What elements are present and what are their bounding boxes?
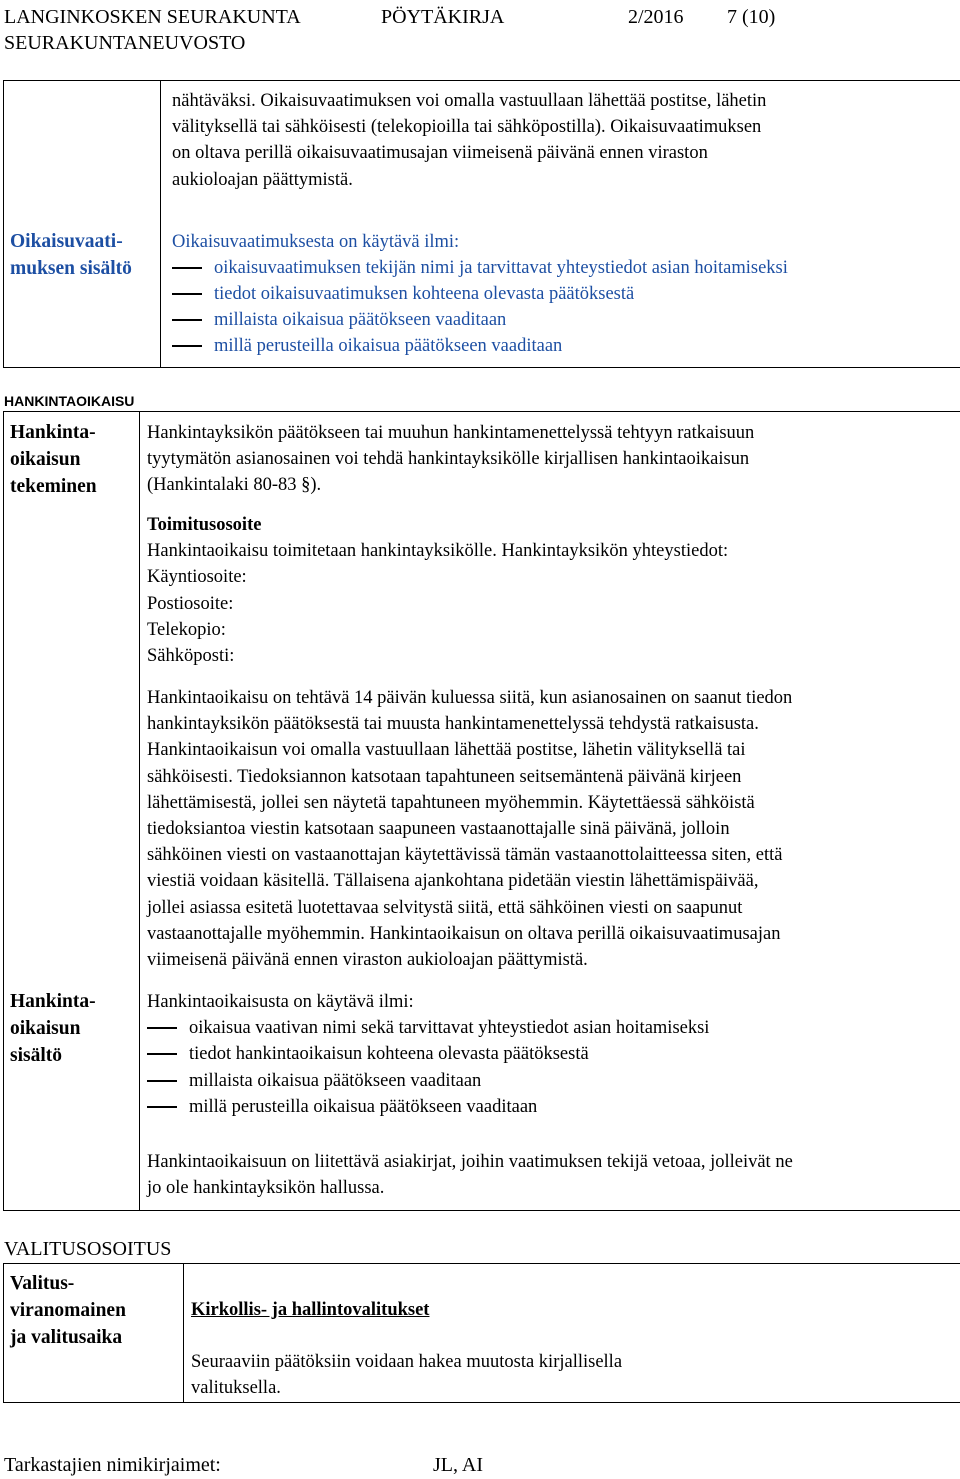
label-line: Hankinta-	[10, 422, 96, 443]
text-line: lähettämisestä, jollei sen näytetä tapahtuneen myöhemmin. Käytettäessä sähköistä	[147, 792, 755, 813]
text-line: (Hankintalaki 80-83 §).	[147, 475, 322, 496]
footer-initials-label: Tarkastajien nimikirjaimet:	[4, 1454, 221, 1476]
text-line: Seuraaviin päätöksiin voidaan hakea muutosta kirjallisella	[191, 1352, 623, 1372]
dash-icon	[172, 293, 202, 294]
dash-icon	[172, 267, 202, 268]
dash-icon	[172, 345, 202, 346]
list-item-text: oikaisua vaativan nimi sekä tarvittavat yhteystiedot asian hoitamiseksi	[189, 1018, 710, 1038]
dash-icon	[147, 1080, 177, 1081]
dash-icon	[147, 1053, 177, 1054]
list-item-text: oikaisuvaatimuksen tekijän nimi ja tarvittavat yhteystiedot asian hoitamiseksi	[214, 258, 788, 278]
valitus-subtitle: Kirkollis- ja hallintovalitukset	[191, 1300, 430, 1320]
text-line: jollei asiassa esitetä luotettavaa selvitystä siitä, että sähköinen viesti on saapunut	[147, 897, 743, 918]
text-line: Postiosoite:	[147, 593, 234, 614]
text-line: vastaanottajalle myöhemmin. Hankintaoikaisun on oltava perillä oikaisuvaatimusajan	[147, 923, 781, 944]
list-item-text: tiedot oikaisuvaatimuksen kohteena olevasta päätöksestä	[214, 284, 635, 304]
dash-icon	[147, 1027, 177, 1028]
oikaisu-content-intro: Oikaisuvaatimuksesta on käytävä ilmi:	[172, 232, 460, 252]
oikaisu-content-label	[10, 228, 132, 282]
list-item-text: millä perusteilla oikaisua päätökseen vaaditaan	[189, 1097, 538, 1117]
text-line: Käyntiosoite:	[147, 567, 247, 588]
text-line: välityksellä tai sähköisesti (telekopioilla tai sähköpostilla). Oikaisuvaatimuksen	[172, 117, 762, 138]
oikaisu-divider	[160, 80, 161, 368]
text-line: Hankintaoikaisuun on liitettävä asiakirjat, joihin vaatimuksen tekijä vetoaa, jolleivät ne	[147, 1152, 793, 1172]
text-line: on oltava perillä oikaisuvaatimusajan viimeisenä päivänä ennen viraston	[172, 143, 708, 164]
valitus-text	[191, 1349, 951, 1401]
text-line: sähköisesti. Tiedoksiannon katsotaan tapahtuneen seitsemäntenä päivänä kirjeen	[147, 766, 742, 787]
dash-icon	[172, 319, 202, 320]
text-line: viimeisenä päivänä ennen viraston aukioloajan päättymistä.	[147, 950, 588, 971]
header-doc-type: PÖYTÄKIRJA	[381, 6, 505, 28]
label-line: oikaisun	[10, 1018, 81, 1039]
oikaisu-continuation	[172, 88, 952, 193]
label-line: sisältö	[10, 1045, 63, 1066]
hankinta-attachments-text	[147, 1149, 953, 1201]
list-item	[172, 307, 506, 333]
text-line: jo ole hankintayksikön hallussa.	[147, 1178, 385, 1199]
label-line: Oikaisuvaati-	[10, 231, 123, 252]
section-title-valitus: VALITUSOSOITUS	[4, 1238, 172, 1260]
text-line: valituksella.	[191, 1378, 281, 1399]
address-title: Toimitusosoite	[147, 515, 262, 535]
text-line: Hankintaoikaisun voi omalla vastuullaan lähettää postitse, lähetin välityksellä tai	[147, 740, 746, 761]
header-doc-number: 2/2016	[628, 6, 684, 28]
text-line: Telekopio:	[147, 619, 226, 640]
list-item-text: tiedot hankintaoikaisun kohteena olevasta päätöksestä	[189, 1044, 589, 1064]
text-line: tiedoksiantoa viestin katsotaan saapuneen vastaanottajalle sinä päivänä, jolloin	[147, 819, 730, 840]
label-line: oikaisun	[10, 449, 81, 470]
list-item	[147, 1094, 537, 1120]
label-line: ja valitusaika	[10, 1327, 123, 1348]
list-item-text: millaista oikaisua päätökseen vaaditaan	[189, 1071, 482, 1091]
footer-initials: JL, AI	[433, 1454, 483, 1476]
text-line: tyytymätön asianosainen voi tehdä hankintayksikölle kirjallisen hankintaoikaisun	[147, 449, 750, 470]
dash-icon	[147, 1106, 177, 1107]
list-item	[147, 1068, 481, 1094]
text-line: hankintayksikön päätöksestä tai muusta hankintamenettelyssä tehdystä ratkaisusta.	[147, 714, 759, 735]
valitus-label	[10, 1270, 126, 1351]
hankinta-making-label	[10, 419, 97, 500]
text-line: Sähköposti:	[147, 646, 235, 667]
list-item	[172, 281, 634, 307]
label-line: muksen sisältö	[10, 258, 132, 279]
list-item-text: millaista oikaisua päätökseen vaaditaan	[214, 310, 507, 330]
header-body: SEURAKUNTANEUVOSTO	[4, 32, 246, 54]
text-line: viestiä voidaan käsitellä. Tällaisena ajankohtana pidetään viestin lähettämispäivää,	[147, 871, 759, 892]
text-line: Hankintaoikaisu toimitetaan hankintayksikölle. Hankintayksikön yhteystiedot:	[147, 541, 729, 562]
hankinta-deadline-text	[147, 685, 953, 973]
list-item-text: millä perusteilla oikaisua päätökseen vaaditaan	[214, 336, 563, 356]
text-line: Hankintaoikaisu on tehtävä 14 päivän kuluessa siitä, kun asianosainen on saanut tiedon	[147, 688, 793, 708]
text-line: nähtäväksi. Oikaisuvaatimuksen voi omalla vastuullaan lähettää postitse, lähetin	[172, 91, 767, 111]
header-page-number: 7 (10)	[727, 6, 776, 28]
label-line: Hankinta-	[10, 991, 96, 1012]
hankinta-content-intro: Hankintaoikaisusta on käytävä ilmi:	[147, 992, 414, 1012]
list-item	[172, 255, 788, 281]
label-line: tekeminen	[10, 476, 97, 497]
text-line: Hankintayksikön päätökseen tai muuhun hankintamenettelyssä tehtyyn ratkaisuun	[147, 423, 755, 443]
list-item	[147, 1041, 589, 1067]
hankinta-content-label	[10, 988, 96, 1069]
label-line: Valitus-	[10, 1273, 75, 1294]
valitus-divider	[183, 1263, 184, 1403]
list-item	[147, 1015, 709, 1041]
list-item	[172, 333, 562, 359]
hankinta-making-text	[147, 420, 953, 499]
text-line: aukioloajan päättymistä.	[172, 169, 353, 190]
hankinta-address	[147, 512, 953, 669]
label-line: viranomainen	[10, 1300, 126, 1321]
hankinta-divider	[139, 411, 140, 1211]
text-line: sähköinen viesti on vastaanottajan käytettävissä tämän vastaanottolaitteessa siten, että	[147, 845, 783, 866]
section-title-hankinta: HANKINTAOIKAISU	[4, 393, 135, 409]
header-org: LANGINKOSKEN SEURAKUNTA	[4, 6, 301, 28]
